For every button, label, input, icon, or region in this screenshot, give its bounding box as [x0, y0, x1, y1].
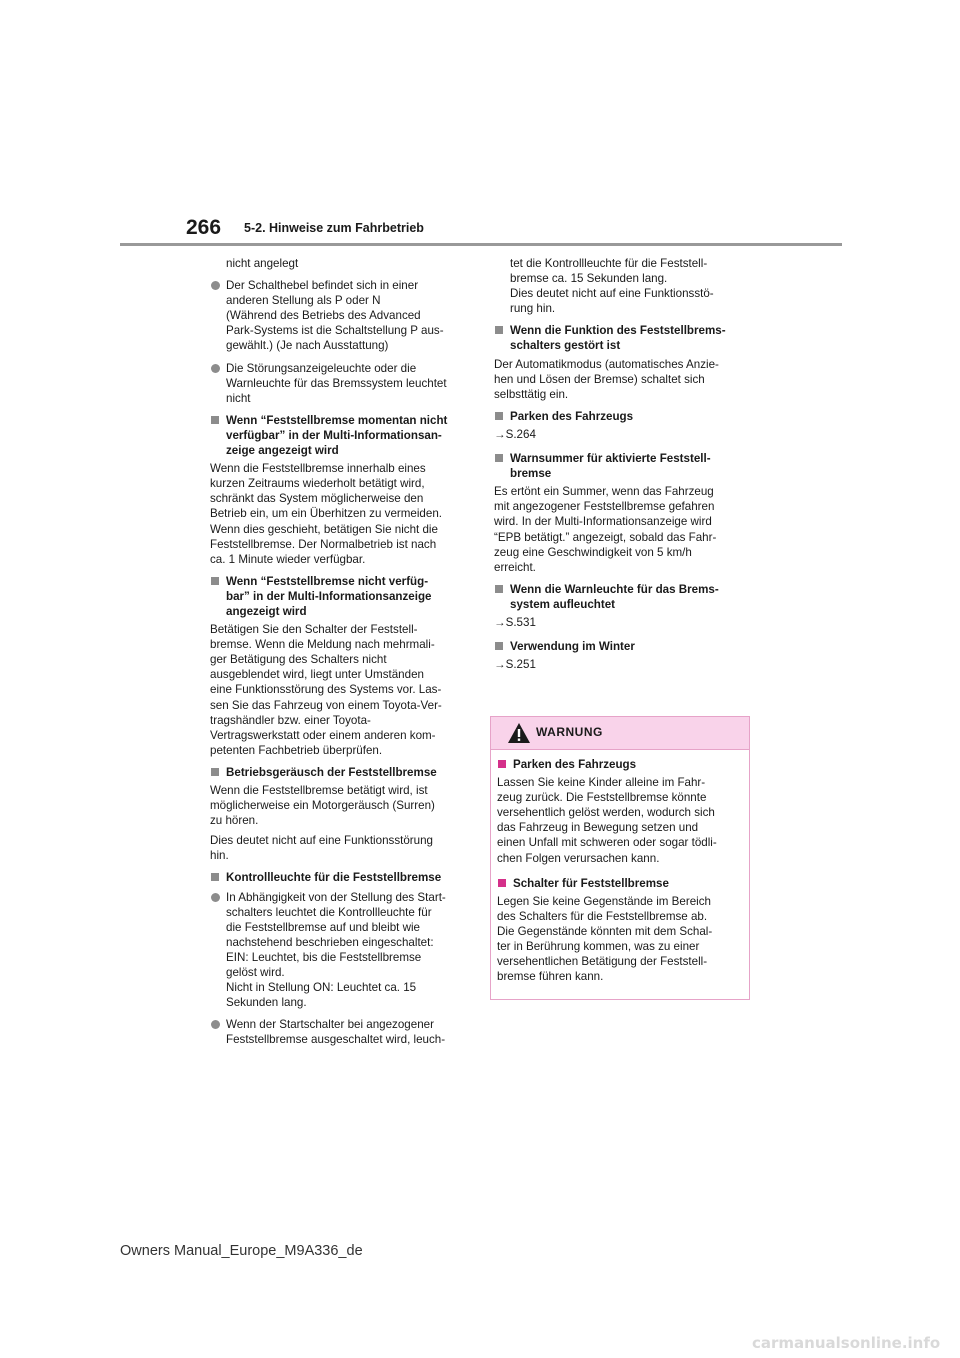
bullet-dot-icon	[211, 281, 220, 290]
warning-box	[490, 716, 750, 1000]
square-bullet-icon	[495, 585, 503, 593]
square-bullet-icon	[211, 873, 219, 881]
heading-switch-malfunction	[494, 323, 750, 353]
square-bullet-icon	[495, 412, 503, 420]
square-bullet-icon	[498, 760, 506, 768]
heading-text: Kontrollleuchte für die Feststellbremse	[226, 871, 442, 885]
continued-text: tet die Kontrollleuchte für die Feststell- bremse ca. 15 Sekunden lang. Dies deutet nicht auf eine Funktionsstö- rung hin.	[510, 257, 714, 316]
bullet-switch-off	[210, 1017, 468, 1047]
square-bullet-icon	[211, 768, 219, 776]
footer-doc-id: Owners Manual_Europe_M9A336_de	[120, 1243, 363, 1259]
paragraph: Es ertönt ein Summer, wenn das Fahrzeug mit angezogener Feststellbremse gefahren wird. In der Multi-Informationsanzeige wird “EPB betätigt.” angezeigt, sobald das Fahr- zeug eine Geschwindigkeit von 5 km/h erreicht.	[494, 485, 717, 574]
heading-text: Wenn die Funktion des Feststellbrems- schalters gestört ist	[510, 324, 726, 353]
square-bullet-icon	[495, 326, 503, 334]
header-rule	[120, 243, 842, 246]
bullet-dot-icon	[211, 893, 220, 902]
warning-heading-switch	[497, 876, 743, 891]
paragraph: Der Automatikmodus (automatisches Anzie- hen und Lösen der Bremse) schaltet sich selbsttätig ein.	[494, 357, 719, 401]
bullet-text: In Abhängigkeit von der Stellung des Start- schalters leuchtet die Kontrollleuchte für die Feststellbremse auf und bleibt wie nachstehend beschrieben eingeschaltet: EIN: Leuchtet, bis die Feststellbremse gelöst wird. Nicht in Stellung ON: Leuchtet ca. 15 Sekunden lang.	[226, 890, 446, 1010]
heading-text: Wenn “Feststellbremse momentan nicht verfügbar” in der Multi-Informationsan- zeige angezeigt wird	[226, 413, 448, 458]
heading-text: Wenn “Feststellbremse nicht verfüg- bar” in der Multi-Informationsanzeige angezeigt wird	[226, 574, 432, 618]
heading-winter	[494, 639, 750, 654]
heading-parking	[494, 409, 750, 424]
paragraph: Betätigen Sie den Schalter der Feststell- bremse. Wenn die Meldung nach mehrmali- ger Betätigung des Schalters nicht ausgeblendet wird, liegt unter Umständen eine Funktionsstörung des Systems vor. Las- sen Sie das Fahrzeug von einem Toyota-Ver- tragshändler bzw. einer Toyota- Vertragswerkstatt oder einem anderen kom- petenten Fachbetrieb überprüfen.	[210, 623, 442, 757]
square-bullet-icon	[495, 454, 503, 462]
square-bullet-icon	[211, 577, 219, 585]
heading-text: Warnsummer für aktivierte Feststell- bremse	[510, 452, 711, 481]
paragraph: Wenn die Feststellbremse betätigt wird, ist möglicherweise ein Motorgeräusch (Surren) zu hören.	[210, 784, 435, 828]
heading-text: Parken des Fahrzeugs	[510, 409, 634, 423]
bullet-dot-icon	[211, 364, 220, 373]
page-reference-link[interactable]: →S.251	[494, 658, 536, 672]
warning-title: WARNUNG	[536, 725, 603, 739]
left-column	[210, 256, 468, 1055]
heading-brake-warning-lamp	[494, 582, 750, 612]
heading-not-available	[210, 574, 468, 619]
bullet-text: Der Schalthebel befindet sich in einer anderen Stellung als P oder N (Während des Betriebs des Advanced Park-Systems ist die Schaltstellung P aus- gewählt.) (Je nach Ausstattung)	[226, 279, 444, 353]
square-bullet-icon	[498, 879, 506, 887]
heading-text: Schalter für Feststellbremse	[513, 876, 669, 890]
page-number: 266	[186, 216, 222, 239]
bullet-text: Wenn der Startschalter bei angezogener Feststellbremse ausgeschaltet wird, leuch-	[226, 1018, 446, 1047]
warning-body	[491, 750, 749, 984]
bullet-shift-lever	[210, 278, 468, 353]
warning-heading-parking	[497, 757, 743, 772]
page-reference-link[interactable]: →S.264	[494, 427, 536, 441]
paragraph: Dies deutet nicht auf eine Funktionsstörung hin.	[210, 834, 433, 863]
warning-header	[491, 717, 749, 750]
heading-buzzer	[494, 451, 750, 481]
section-title: 5-2. Hinweise zum Fahrbetrieb	[244, 221, 424, 235]
warning-paragraph: Lassen Sie keine Kinder alleine im Fahr- zeug zurück. Die Feststellbremse könnte versehentlich gelöst werden, wodurch sich das Fahrzeug in Bewegung setzen und einen Unfall mit schweren oder sogar tödli- chen Folgen verursachen kann.	[497, 776, 717, 865]
heading-indicator-lamp	[210, 870, 468, 885]
warning-triangle-icon	[507, 722, 531, 744]
heading-operating-noise	[210, 765, 468, 780]
watermark: carmanualsonline.info	[752, 1334, 941, 1352]
heading-text: Parken des Fahrzeugs	[513, 758, 637, 771]
heading-text: Verwendung im Winter	[510, 640, 635, 654]
warning-paragraph: Legen Sie keine Gegenstände im Bereich des Schalters für die Feststellbremse ab. Die Gegenstände könnten mit dem Schal- ter in Berührung kommen, was zu einer versehentlichen Betätigung der Feststell- bremse führen kann.	[497, 894, 713, 984]
continued-text: nicht angelegt	[226, 257, 299, 270]
bullet-text: Die Störungsanzeigeleuchte oder die Warnleuchte für das Bremssystem leuchtet nicht	[226, 361, 447, 405]
right-column	[494, 256, 750, 681]
page-reference-link[interactable]: →S.531	[494, 615, 536, 629]
heading-text: Betriebsgeräusch der Feststellbremse	[226, 765, 437, 779]
bullet-warning-lamp	[210, 361, 468, 406]
bullet-start-switch	[210, 890, 468, 1011]
square-bullet-icon	[495, 642, 503, 650]
heading-text: Wenn die Warnleuchte für das Brems- system aufleuchtet	[510, 582, 719, 611]
bullet-dot-icon	[211, 1020, 220, 1029]
square-bullet-icon	[211, 416, 219, 424]
heading-not-available-now	[210, 413, 468, 458]
paragraph: Wenn die Feststellbremse innerhalb eines kurzen Zeitraums wiederholt betätigt wird, schränkt das System möglicherweise den Betrieb ein, um ein Überhitzen zu vermeiden. Wenn dies geschieht, betätigen Sie nicht die Feststellbremse. Der Normalbetrieb ist nach ca. 1 Minute wieder verfügbar.	[210, 462, 442, 566]
